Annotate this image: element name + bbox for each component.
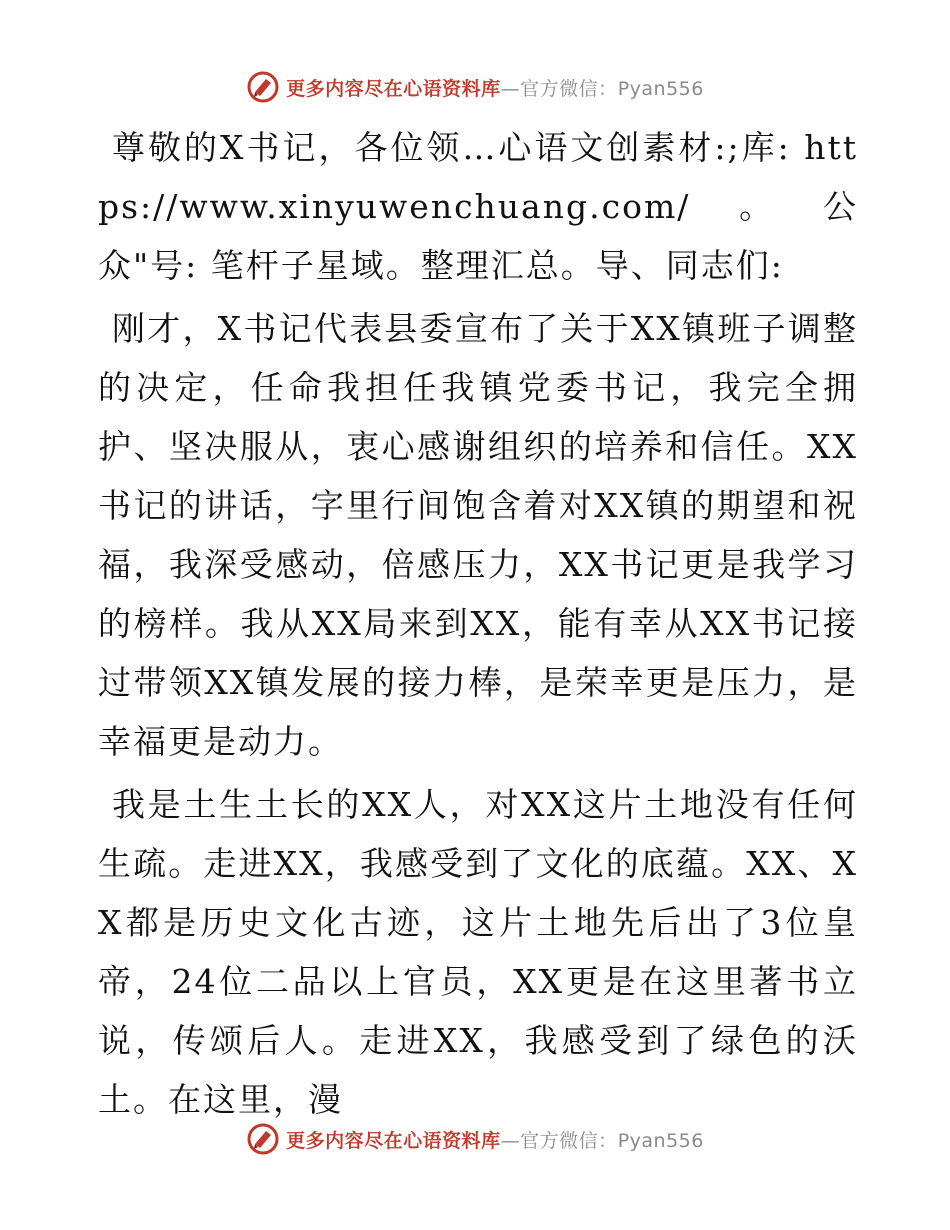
brand-logo-icon <box>246 70 280 104</box>
paragraph-greeting: 尊敬的X书记，各位领…心语文创素材:;库: https://www.xinyuwenchuang.com/。公众"号: 笔杆子星域。整理汇总。导、同志们: <box>98 128 858 285</box>
header-official-label: 官方微信： <box>520 77 618 100</box>
header-banner <box>0 70 950 104</box>
header-separator: — <box>500 77 521 100</box>
footer-wechat-id: Pyan556 <box>617 1129 704 1152</box>
footer-official-label: 官方微信： <box>520 1129 618 1152</box>
header-wechat-id: Pyan556 <box>617 77 704 100</box>
paragraph-appointment: 刚才，X书记代表县委宣布了关于XX镇班子调整的决定，任命我担任我镇党委书记，我完全拥护、坚决服从，衷心感谢组织的培养和信任。XX书记的讲话，字里行间饱含着对XX镇的期望和祝福，我深受感动，倍感压力，XX书记更是我学习的榜样。我从XX局来到XX，能有幸从XX书记接过带领XX镇发展的接力棒，是荣幸更是压力，是幸福更是动力。 <box>98 309 858 761</box>
footer-brand-text: 更多内容尽在心语资料库 <box>286 1129 501 1152</box>
footer-banner <box>0 1122 950 1156</box>
footer-banner-text <box>286 1126 704 1153</box>
footer-separator: — <box>500 1129 521 1152</box>
header-brand-text: 更多内容尽在心语资料库 <box>286 77 501 100</box>
brand-logo-icon <box>246 1122 280 1156</box>
header-banner-text <box>286 74 704 101</box>
paragraph-hometown: 我是土生土长的XX人，对XX这片土地没有任何生疏。走进XX，我感受到了文化的底蕴。XX、XX都是历史文化古迹，这片土地先后出了3位皇帝，24位二品以上官员，XX更是在这里著书立说，传颂后人。走进XX，我感受到了绿色的沃土。在这里，漫 <box>98 785 858 1119</box>
document-body <box>98 118 858 1133</box>
